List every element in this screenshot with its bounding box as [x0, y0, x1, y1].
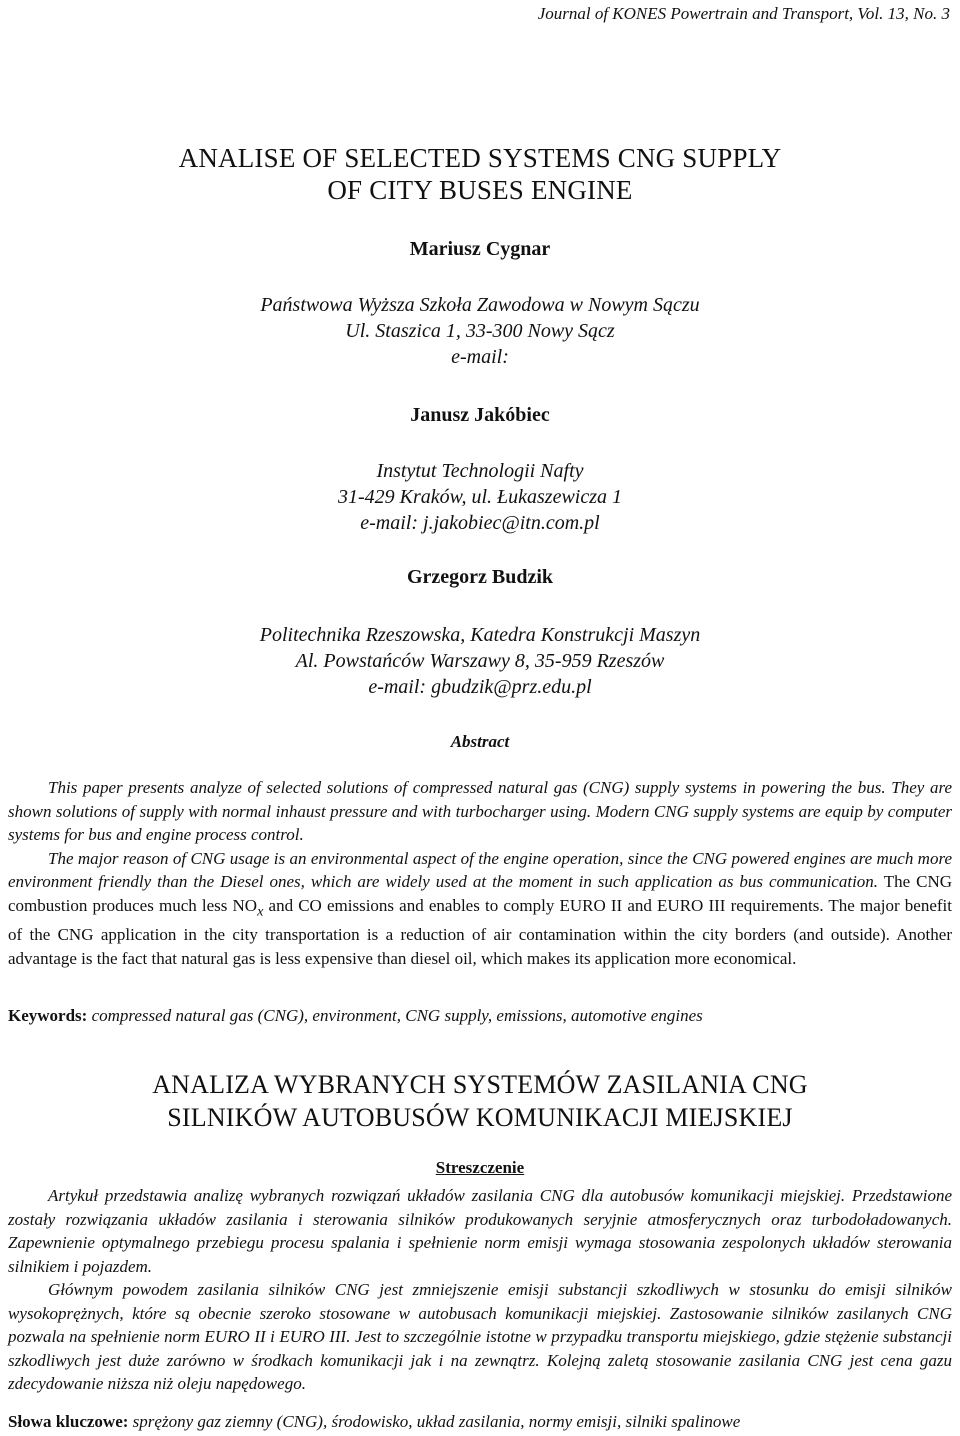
slowa-text: sprężony gaz ziemny (CNG), środowisko, układ zasilania, normy emisji, silniki spalinowe	[128, 1412, 741, 1431]
abstract-paragraph: This paper presents analyze of selected solutions of compressed natural gas (CNG) supply systems in powering the bus. They are shown solutions of supply with normal inhaust pressure and with turbocharger using. Modern CNG supply systems are equip by computer systems for bus and engine process control.	[8, 778, 952, 844]
polish-title	[0, 1068, 960, 1134]
polish-title-line1: ANALIZA WYBRANYCH SYSTEMÓW ZASILANIA CNG	[152, 1070, 808, 1099]
affiliation-email: e-mail: j.jakobiec@itn.com.pl	[360, 512, 600, 534]
affiliation-line: 31-429 Kraków, ul. Łukaszewicza 1	[337, 486, 623, 508]
streszczenie-heading: Streszczenie	[435, 1158, 525, 1177]
abstract-text: The CNG combustion produces much less NO	[8, 872, 952, 915]
affiliation-line: Politechnika Rzeszowska, Katedra Konstrukcji Maszyn	[259, 624, 701, 646]
affiliation-line: Ul. Staszica 1, 33-300 Nowy Sącz	[345, 320, 615, 342]
author-affiliation	[0, 458, 960, 536]
affiliation-email: e-mail:	[451, 346, 509, 368]
keywords	[8, 1004, 952, 1027]
abstract-heading: Abstract	[450, 732, 510, 751]
affiliation-line: Państwowa Wyższa Szkoła Zawodowa w Nowym Sączu	[260, 294, 700, 316]
english-title-line1: ANALISE OF SELECTED SYSTEMS CNG SUPPLY	[178, 143, 782, 173]
author-name: Grzegorz Budzik	[406, 566, 554, 588]
streszczenie-body	[8, 1184, 952, 1396]
abstract-text: and CO emissions and enables to comply EURO II and EURO III requirements. The major benefit of the CNG application in the city transportation is a reduction of air contamination within the city borders (and outside). Another advantage is the fact that natural gas is less expensive than diesel oil, which makes its application more economical.	[8, 895, 952, 968]
abstract-text: The major reason of CNG usage is an environmental aspect of the engine operation, since the CNG powered engines are much more environment friendly than the Diesel ones, which are widely used at the moment in such application as bus communication.	[8, 848, 952, 891]
slowa-label: Słowa kluczowe:	[8, 1412, 129, 1431]
abstract-body	[8, 776, 952, 970]
keywords-label: Keywords:	[8, 1006, 88, 1025]
author-affiliation	[0, 292, 960, 370]
affiliation-line: Instytut Technologii Nafty	[376, 460, 584, 482]
affiliation-line: Al. Powstańców Warszawy 8, 35-959 Rzeszów	[295, 650, 665, 672]
english-title-line2: OF CITY BUSES ENGINE	[327, 175, 633, 205]
author-name: Janusz Jakóbiec	[410, 404, 550, 426]
keywords-text: compressed natural gas (CNG), environment, CNG supply, emissions, automotive engines	[87, 1006, 703, 1025]
english-title	[0, 142, 960, 206]
streszczenie-paragraph: Artykuł przedstawia analizę wybranych rozwiązań układów zasilania CNG dla autobusów komunikacji miejskiej. Przedstawione zostały rozwiązania układów zasilania i sterowania silników produkowanych seryjnie atmosferycznych oraz turbodoładowanych. Zapewnienie optymalnego przebiegu procesu spalania i spełnienie norm emisji wymaga stosowania zespolonych układów sterowania silnikiem i pojazdem.	[8, 1186, 952, 1276]
streszczenie-paragraph: Głównym powodem zasilania silników CNG jest zmniejszenie emisji substancji szkodliwych w stosunku do emisji silników wysokoprężnych, które są obecnie szeroko stosowane w autobusach komunikacji miejskiej. Zastosowanie silników zasilanych CNG pozwala na spełnienie norm EURO II i EURO III. Jest to szczególnie istotne w przypadku transportu miejskiego, gdzie stężenie substancji szkodliwych jest duże zarówno w środkach komunikacji jak i na zewnątrz. Kolejną zaletą stosowanie zasilania CNG jest cena gazu zdecydowanie niższa niż oleju napędowego.	[8, 1280, 952, 1393]
author-affiliation	[0, 622, 960, 700]
abstract-paragraph	[8, 847, 952, 971]
subscript: x	[257, 902, 264, 919]
affiliation-email: e-mail: gbudzik@prz.edu.pl	[368, 676, 592, 698]
journal-header: Journal of KONES Powertrain and Transport, Vol. 13, No. 3	[537, 4, 950, 23]
author-name: Mariusz Cygnar	[409, 238, 551, 260]
slowa-kluczowe	[8, 1412, 952, 1432]
polish-title-line2: SILNIKÓW AUTOBUSÓW KOMUNIKACJI MIEJSKIEJ	[167, 1103, 793, 1132]
